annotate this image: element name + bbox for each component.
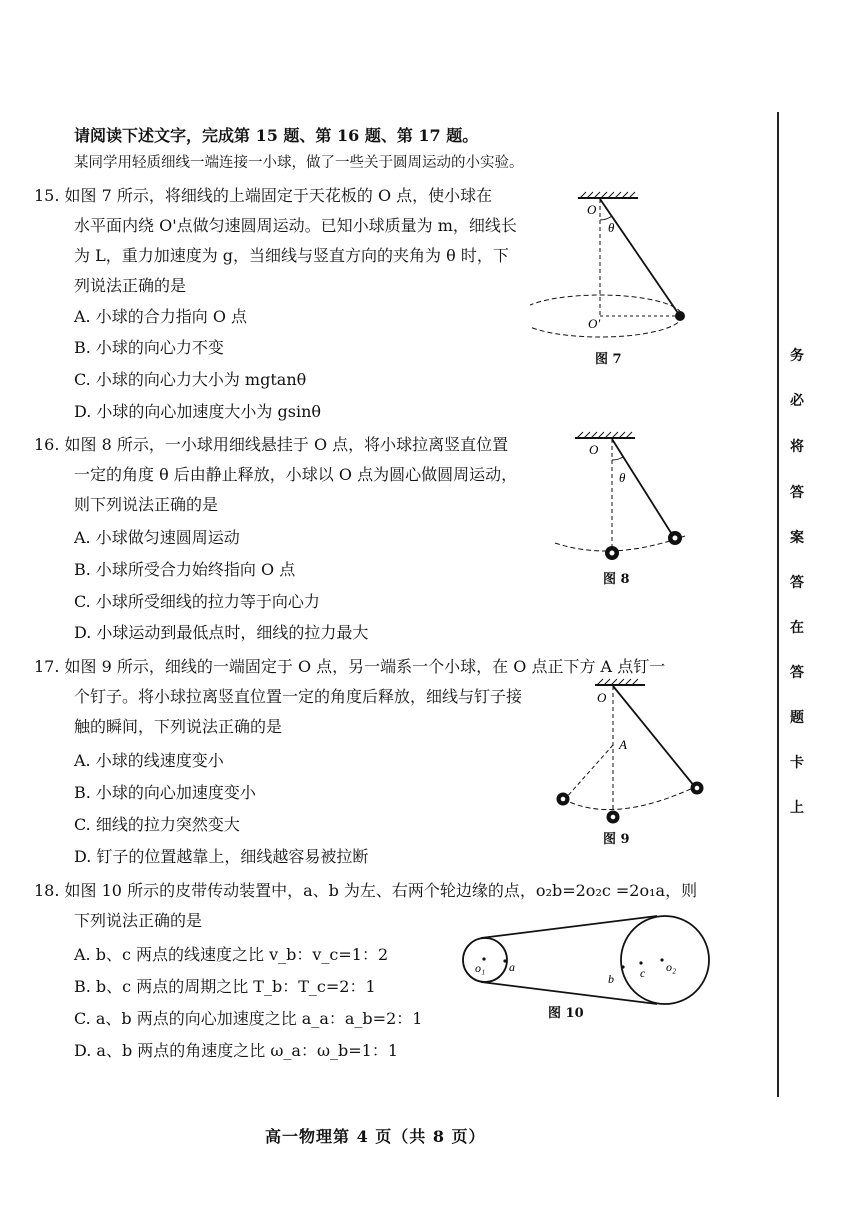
q16-option-c: C. 小球所受细线的拉力等于向心力 [74,592,320,611]
fig9-label-a: A [619,737,627,752]
fig10-label-a: a [509,960,515,974]
q17-line-3: 触的瞬间，下列说法正确的是 [74,717,283,736]
fig7-label-o: O [587,202,597,217]
sidebar-char-1: 务 [790,348,804,364]
q15-option-d: D. 小球的向心加速度大小为 gsinθ [74,402,322,421]
figure-8-caption: 图 8 [603,572,630,587]
fig8-label-theta: θ [619,470,626,485]
figure-9 [545,675,715,830]
sidebar-char-2: 必 [790,393,804,409]
figure-9-caption: 图 9 [603,832,630,847]
q16-line-2: 一定的角度 θ 后由静止释放，小球以 O 点为圆心做圆周运动， [74,465,518,484]
fig10-label-o1: o₁ [475,961,486,975]
intro-line-2: 某同学用轻质细线一端连接一小球，做了一些关于圆周运动的小实验。 [74,155,524,171]
fig10-label-c: c [640,966,646,980]
fig7-label-theta: θ [608,220,615,235]
q18-option-d: D. a、b 两点的角速度之比 ω_a：ω_b=1：1 [74,1041,399,1060]
fig9-label-o: O [597,690,607,705]
fig10-label-o2: o₂ [666,960,677,974]
q15-line-1: 15. 如图 7 所示，将细线的上端固定于天花板的 O 点，使小球在 [34,186,493,205]
sidebar-char-10: 卡 [790,755,804,771]
q16-option-a: A. 小球做匀速圆周运动 [74,528,240,547]
sidebar-char-3: 将 [790,439,804,455]
q15-line-2: 水平面内绕 O'点做匀速圆周运动。已知小球质量为 m，细线长 [74,216,517,235]
q16-option-b: B. 小球所受合力始终指向 O 点 [74,560,296,579]
sidebar-char-4: 答 [790,485,804,501]
fig10-label-b: b [608,972,614,986]
sidebar-char-6: 答 [790,575,804,591]
q16-line-1: 16. 如图 8 所示，一小球用细线悬挂于 O 点，将小球拉离竖直位置 [34,435,509,454]
page-footer: 高一物理第 4 页（共 8 页） [265,1127,486,1146]
figure-7 [530,190,710,340]
q15-option-c: C. 小球的向心力大小为 mgtanθ [74,370,307,389]
figure-8 [545,430,705,565]
binding-line [777,112,779,1097]
q18-option-a: A. b、c 两点的线速度之比 v_b：v_c=1：2 [74,945,389,964]
fig8-label-o: O [589,442,599,457]
fig7-label-o-prime: O' [588,316,601,331]
q18-option-c: C. a、b 两点的向心加速度之比 a_a：a_b=2：1 [74,1009,423,1028]
figure-10 [455,915,715,1005]
q15-line-3: 为 L，重力加速度为 g，当细线与竖直方向的夹角为 θ 时，下 [74,246,509,265]
q17-line-1: 17. 如图 9 所示，细线的一端固定于 O 点，另一端系一个小球，在 O 点正下方 A 点钉一 [34,657,666,676]
figure-10-caption: 图 10 [548,1006,584,1021]
q18-option-b: B. b、c 两点的周期之比 T_b：T_c=2：1 [74,977,376,996]
q16-option-d: D. 小球运动到最低点时，细线的拉力最大 [74,623,369,642]
q17-option-a: A. 小球的线速度变小 [74,751,224,770]
q18-line-1: 18. 如图 10 所示的皮带传动装置中，a、b 为左、右两个轮边缘的点，o₂b=2o₂c =2o₁a，则 [34,881,698,900]
intro-line-1: 请阅读下述文字，完成第 15 题、第 16 题、第 17 题。 [74,126,479,145]
sidebar-char-11: 上 [790,800,804,816]
q17-option-b: B. 小球的向心加速度变小 [74,783,256,802]
sidebar-char-9: 题 [790,710,804,726]
sidebar-char-7: 在 [790,620,804,636]
q18-line-2: 下列说法正确的是 [74,911,203,930]
q15-option-a: A. 小球的合力指向 O 点 [74,307,248,326]
sidebar-char-5: 案 [790,530,804,546]
q17-option-d: D. 钉子的位置越靠上，细线越容易被拉断 [74,847,369,866]
q15-line-4: 列说法正确的是 [74,276,187,295]
q15-option-b: B. 小球的向心力不变 [74,338,224,357]
figure-7-caption: 图 7 [595,352,622,367]
q17-line-2: 个钉子。将小球拉离竖直位置一定的角度后释放，细线与钉子接 [74,687,523,706]
sidebar-char-8: 答 [790,665,804,681]
q16-line-3: 则下列说法正确的是 [74,495,219,514]
q17-option-c: C. 细线的拉力突然变大 [74,815,240,834]
